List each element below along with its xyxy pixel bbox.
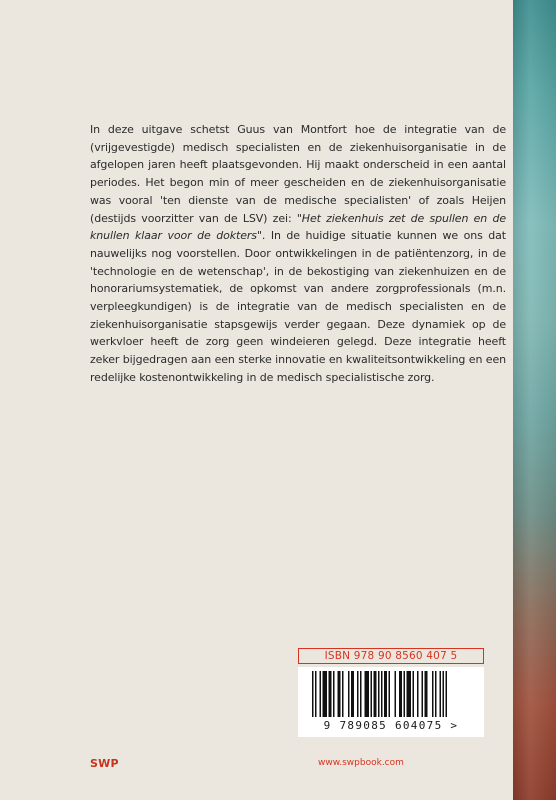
- barcode-bar: [422, 671, 424, 717]
- publisher-logo: SWP: [90, 757, 119, 770]
- barcode-bar: [323, 671, 328, 717]
- barcode-bar: [440, 671, 442, 717]
- cover-photo-strip: [513, 0, 556, 800]
- barcode-bar: [315, 671, 317, 717]
- barcode-bar: [389, 671, 391, 717]
- barcode-digits: 9 789085 604075 >: [323, 719, 459, 732]
- barcode-bar: [312, 671, 314, 717]
- barcode-bar: [384, 671, 387, 717]
- publisher-website: www.swpbook.com: [318, 758, 404, 768]
- barcode-bar: [351, 671, 354, 717]
- barcode-bar: [360, 671, 362, 717]
- blurb-part-2: ". In de huidige situatie kunnen we ons dat nauwelijks nog voorstellen. Door ontwikkelingen in de patiëntenzorg, in de 'technologie en de wetenschap', in de bekostiging van ziekenhuizen en de honorariumsystematiek, de opkomst van andere zorgprofessionals (m.n. verpleegkundigen) is de integratie van de medisch specialisten en de ziekenhuisorganisatie stapsgewijs verder gegaan. Deze dynamiek op de werkvloer heeft de zorg geen windeieren gelegd. Deze integratie heeft zeker bijgedragen aan een sterke innovatie en kwaliteitsontwikkeling en een redelijke kostenontwikkeling in de medisch specialistische zorg.: [90, 229, 507, 384]
- barcode-bar: [425, 671, 428, 717]
- barcode-bar: [348, 671, 350, 717]
- blurb-text: [90, 121, 506, 387]
- barcode-bar: [432, 671, 434, 717]
- barcode-bar: [413, 671, 415, 717]
- barcode-bar: [365, 671, 370, 717]
- barcode-bar: [333, 671, 335, 717]
- barcode-bar: [374, 671, 377, 717]
- barcode-bar: [399, 671, 402, 717]
- barcode-bar: [357, 671, 359, 717]
- blurb-quote: Het ziekenhuis zet de spullen en de knullen klaar voor de dokters: [90, 211, 506, 243]
- blurb-part-1: In deze uitgave schetst Guus van Montfort hoe de integratie van de (vrijgevestigde) medisch specialisten en de ziekenhuisorganisatie in de afgelopen jaren heeft plaatsgevonden. Hij maakt onderscheid in een aantal periodes. Het begon min of meer gescheiden en de ziekenhuisorganisatie was vooral 'ten dienste van de medische specialisten' of zoals Heijen (destijds voorzitter van de LSV) zei: ": [90, 123, 506, 225]
- barcode-bar: [407, 671, 412, 717]
- barcode-bar: [443, 671, 445, 717]
- barcode-bar: [338, 671, 341, 717]
- isbn-label: ISBN 978 90 8560 407 5: [298, 648, 484, 664]
- barcode-bar: [417, 671, 419, 717]
- barcode-bar: [320, 671, 322, 717]
- barcode-bar: [446, 671, 448, 717]
- barcode-bar: [329, 671, 332, 717]
- barcode-bar: [435, 671, 437, 717]
- barcode: [298, 667, 484, 737]
- barcode-bar: [395, 671, 397, 717]
- barcode-bar: [381, 671, 383, 717]
- barcode-bars: [312, 671, 470, 717]
- barcode-bar: [378, 671, 380, 717]
- barcode-bar: [371, 671, 373, 717]
- barcode-bar: [342, 671, 344, 717]
- barcode-bar: [404, 671, 406, 717]
